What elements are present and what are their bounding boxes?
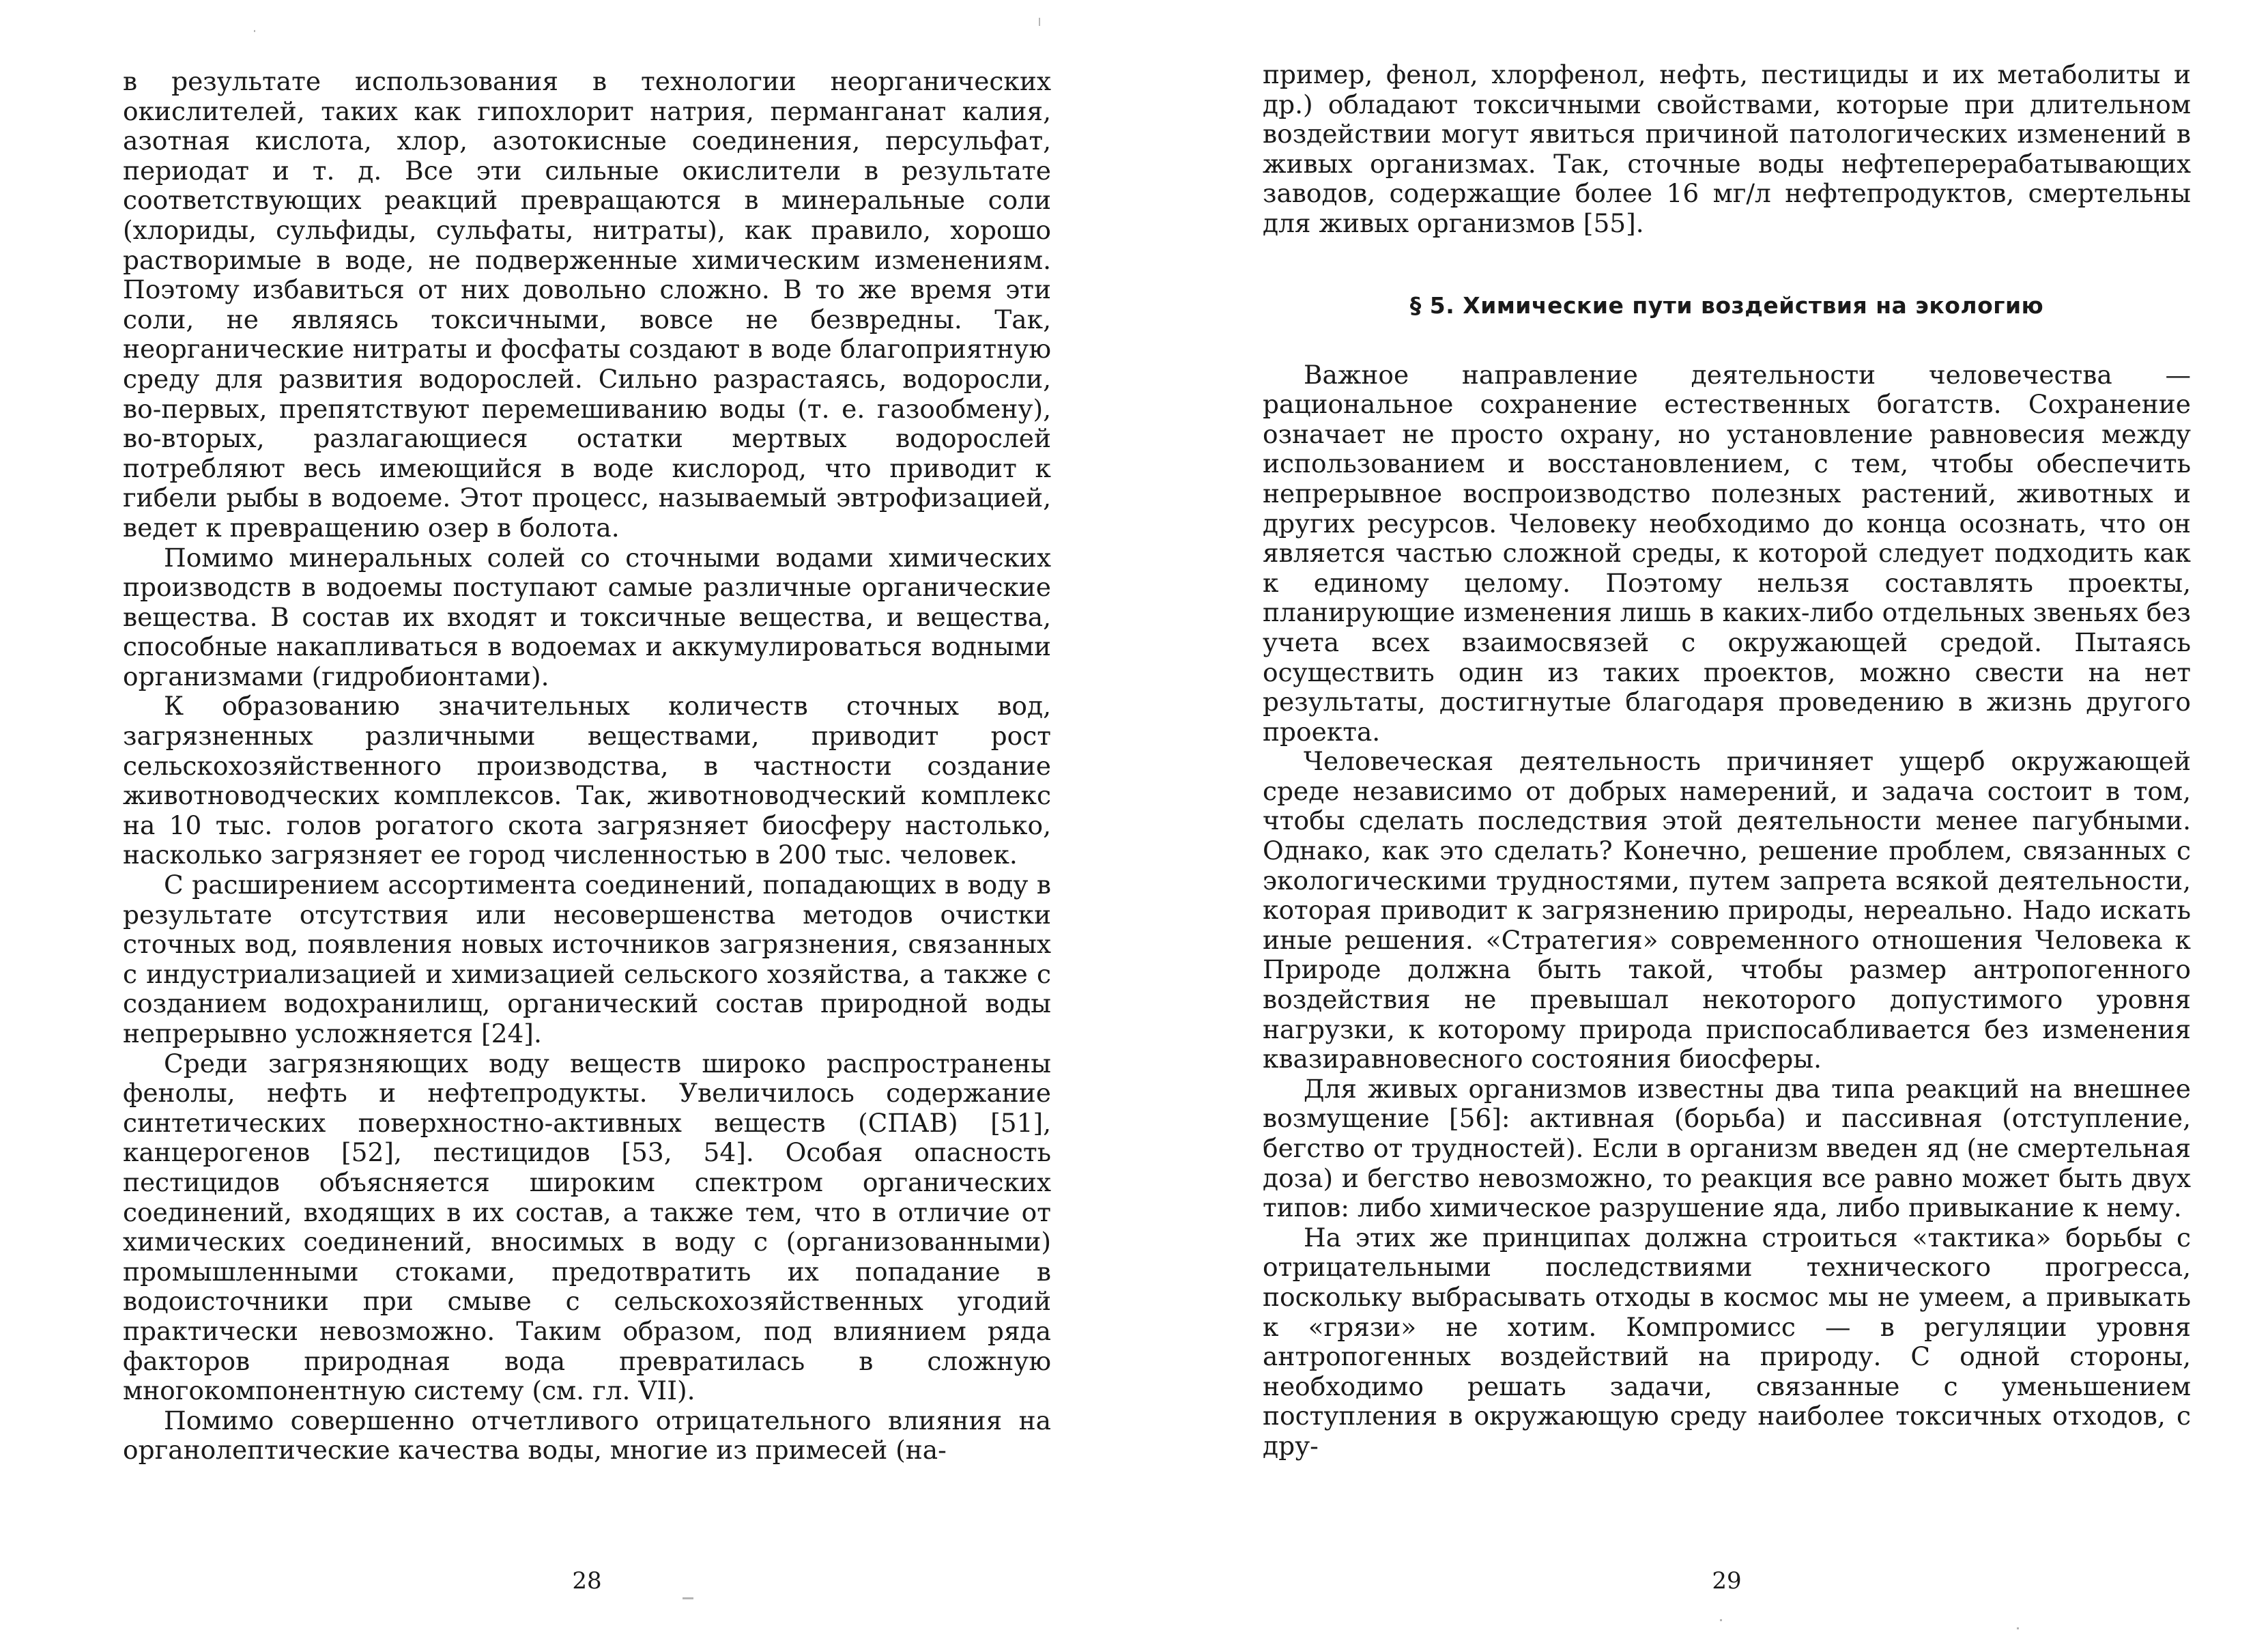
paragraph: На этих же принципах должна строиться «тактика» борьбы с отрицательными последствиями технического прогресса, поскольку выбрасывать отходы в космос мы не умеем, а привыкать к «грязи» не хотим. Компромисс — в регуляции уровня антропогенных воздействий на природу. С одной стороны, необходимо решать задачи, связанные с уменьшением поступления в окружающую среду наиболее токсичных отходов, с дру- xyxy=(1263,1222,2191,1461)
scan-speck xyxy=(1039,18,1040,26)
paragraph: Помимо минеральных солей со сточными водами химических производств в водоемы поступают самые различные органические вещества. В состав их входят и токсичные вещества, и вещества, способные накапливаться в водоемах и аккумулироваться водными организмами (гидробионтами). xyxy=(123,542,1051,691)
paragraph: в результате использования в технологии неорганических окислителей, таких как гипохлорит натрия, перманганат калия, азотная кислота, хлор, азотокисные соединения, персульфат, периодат и т. д. Все эти сильные окислители в результате соответствующих реакций превращаются в минеральные соли (хлориды, сульфиды, сульфаты, нитраты), как правило, хорошо растворимые в воде, не подверженные химическим изменениям. Поэтому избавиться от них довольно сложно. В то же время эти соли, не являясь токсичными, вовсе не безвредны. Так, неорганические нитраты и фосфаты создают в воде благоприятную среду для развития водорослей. Сильно разрастаясь, водоросли, во-первых, препятствуют перемешиванию воды (т. е. газообмену), во-вторых, разлагающиеся остатки мертвых водорослей потребляют весь имеющийся в воде кислород, что приводит к гибели рыбы в водоеме. Этот процесс, называемый эвтрофизацией, ведет к превращению озер в болота. xyxy=(123,66,1051,543)
page-number: 29 xyxy=(1712,1567,1742,1595)
paragraph: Среди загрязняющих воду веществ широко распространены фенолы, нефть и нефтепродукты. Увеличилось содержание синтетических поверхностно-активных веществ (СПАВ) [51], канцерогенов [52], пестицидов [53, 54]. Особая опасность пестицидов объясняется широким спектром органических соединений, входящих в их состав, а также тем, что в отличие от химических соединений, вносимых в воду с (организованными) промышленными стоками, предотвратить их попадание в водоисточники при смыве с сельскохозяйственных угодий практически невозможно. Таким образом, под влиянием ряда факторов природная вода превратилась в сложную многокомпонентную систему (см. гл. VII). xyxy=(123,1048,1051,1406)
section-heading: § 5. Химические пути воздействия на экологию xyxy=(1409,291,2044,319)
scan-speck xyxy=(1720,1619,1722,1621)
page-number: 28 xyxy=(572,1567,602,1595)
right-page-text xyxy=(1263,60,2191,1461)
left-page-text xyxy=(123,67,1051,1466)
scan-speck xyxy=(683,1597,693,1599)
paragraph: К образованию значительных количеств сточных вод, загрязненных различными веществами, приводит рост сельскохозяйственного производства, в частности создание животноводческих комплексов. Так, животноводческий комплекс на 10 тыс. голов рогатого скота загрязняет биосферу настолько, насколько загрязняет ее город численностью в 200 тыс. человек. xyxy=(123,691,1051,870)
paragraph: Важное направление деятельности человечества — рациональное сохранение естественных богатств. Сохранение означает не просто охрану, но установление равновесия между использованием и восстановлением, с тем, чтобы обеспечить непрерывное воспроизводство полезных растений, животных и других ресурсов. Человеку необходимо до конца осознать, что он является частью сложной среды, к которой следует подходить как к единому целому. Поэтому нельзя составлять проекты, планирующие изменения лишь в каких-либо отдельных звеньях без учета всех взаимосвязей с окружающей средой. Пытаясь осуществить один из таких проектов, можно свести на нет результаты, достигнутые благодаря проведению в жизнь другого проекта. xyxy=(1263,359,2191,747)
scan-speck xyxy=(2017,1627,2019,1629)
paragraph: пример, фенол, хлорфенол, нефть, пестициды и их метаболиты и др.) обладают токсичными свойствами, которые при длительном воздействии могут явиться причиной патологических изменений в живых организмах. Так, сточные воды нефтеперерабатывающих заводов, содержащие более 16 мг/л нефтепродуктов, смертельны для живых организмов [55]. xyxy=(1263,59,2191,238)
paragraph: Человеческая деятельность причиняет ущерб окружающей среде независимо от добрых намерений, и задача состоит в том, чтобы сделать последствия этой деятельности менее пагубными. Однако, как это сделать? Конечно, решение проблем, связанных с экологическими трудностями, путем запрета всякой деятельности, которая приводит к загрязнению природы, нереально. Надо искать иные решения. «Стратегия» современного отношения Человека к Природе должна быть такой, чтобы размер антропогенного воздействия не превышал некоторого допустимого уровня нагрузки, к которому природа приспосабливается без изменения квазиравновесного состояния биосферы. xyxy=(1263,746,2191,1074)
scan-speck xyxy=(254,30,255,32)
paragraph: С расширением ассортимента соединений, попадающих в воду в результате отсутствия или несовершенства методов очистки сточных вод, появления новых источников загрязнения, связанных с индустриализацией и химизацией сельского хозяйства, а также с созданием водохранилищ, органический состав природной воды непрерывно усложняется [24]. xyxy=(123,870,1051,1048)
paragraph: Помимо совершенно отчетливого отрицательного влияния на органолептические качества воды, многие из примесей (на- xyxy=(123,1405,1051,1466)
paragraph: Для живых организмов известны два типа реакций на внешнее возмущение [56]: активная (борьба) и пассивная (отступление, бегство от трудностей). Если в организм введен яд (не смертельная доза) и бегство невозможно, то реакция все равно может быть двух типов: либо химическое разрушение яда, либо привыкание к нему. xyxy=(1263,1073,2191,1223)
